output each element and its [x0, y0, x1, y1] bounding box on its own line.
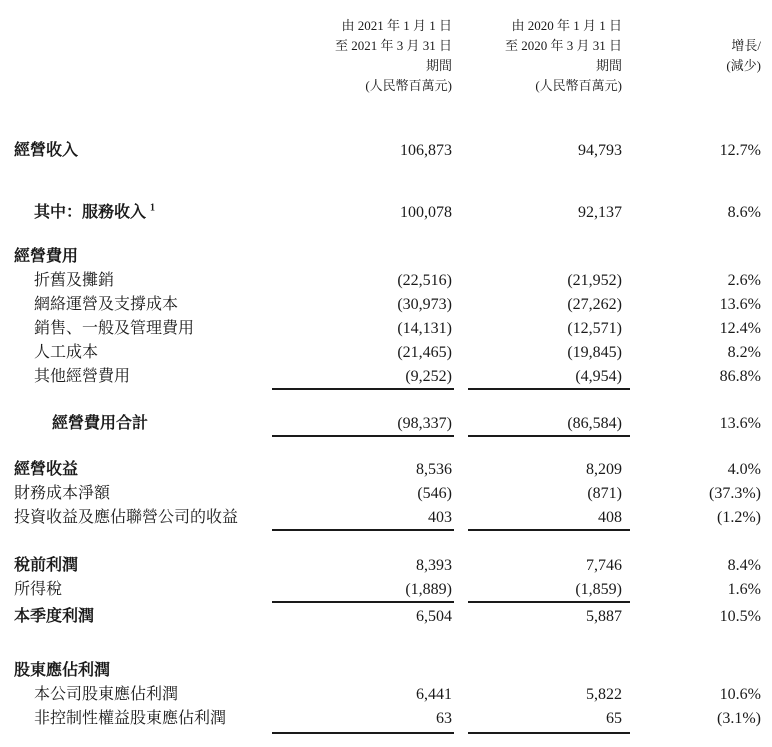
value-2021: (546) — [417, 485, 452, 502]
row-label: 銷售、一般及管理費用 — [34, 320, 195, 337]
table-row-other-expenses — [0, 365, 772, 389]
value-2020: 94,793 — [578, 142, 622, 159]
divider — [468, 388, 630, 390]
row-label: 本季度利潤 — [14, 608, 95, 625]
value-2020: (19,845) — [567, 344, 622, 361]
value-2021: (21,465) — [397, 344, 452, 361]
table-row-equity-holders — [0, 683, 772, 707]
table-row-depreciation — [0, 269, 772, 293]
table-row-investment-income — [0, 506, 772, 530]
row-label: 稅前利潤 — [14, 557, 79, 574]
value-change: (1.2%) — [717, 509, 761, 526]
row-label: 非控制性權益股東應佔利潤 — [34, 710, 227, 727]
table-row-profit-for-quarter — [0, 605, 772, 629]
header-line: 至 2021 年 3 月 31 日 — [334, 38, 452, 53]
value-2021: (30,973) — [397, 296, 452, 313]
value-2021: (14,131) — [397, 320, 452, 337]
row-label: 經營費用 — [14, 248, 79, 265]
table-row-profit-before-tax — [0, 554, 772, 578]
divider — [468, 529, 630, 531]
table-row-profit-attributable-heading — [0, 659, 772, 683]
divider — [272, 601, 454, 603]
value-2020: (21,952) — [567, 272, 622, 289]
table-row-operating-expenses-heading — [0, 245, 772, 269]
value-change: 13.6% — [719, 296, 761, 313]
row-label: 其他經營費用 — [34, 368, 131, 385]
value-change: 10.6% — [719, 686, 761, 703]
table-row-network-costs — [0, 293, 772, 317]
value-change: 12.7% — [719, 142, 761, 159]
divider — [272, 388, 454, 390]
header-line: 期間 — [595, 58, 622, 73]
header-col-change — [726, 36, 761, 76]
value-2020: 408 — [598, 509, 622, 526]
header-col-2021 — [335, 16, 452, 96]
value-2020: (27,262) — [567, 296, 622, 313]
table-row-income-tax — [0, 578, 772, 602]
divider — [468, 601, 630, 603]
divider — [272, 529, 454, 531]
row-label — [34, 201, 155, 225]
row-label: 經營收益 — [14, 461, 79, 478]
header-col-2020 — [505, 16, 622, 96]
row-label-text: 其中：服務收入 — [34, 204, 147, 221]
header-line: (人民幣百萬元) — [365, 78, 452, 93]
value-2021: 6,504 — [416, 608, 452, 625]
header-line: 期間 — [425, 58, 452, 73]
value-2021: 106,873 — [400, 142, 452, 159]
divider — [272, 435, 454, 437]
table-row-operating-profit — [0, 458, 772, 482]
row-label: 網絡運營及支撐成本 — [34, 296, 179, 313]
value-2021: (98,337) — [397, 415, 452, 432]
value-2020: (4,954) — [575, 368, 622, 385]
value-change: (3.1%) — [717, 710, 761, 727]
divider — [468, 732, 630, 734]
row-label: 經營收入 — [14, 142, 79, 159]
value-change: 1.6% — [727, 581, 761, 598]
header-line: (減少) — [726, 58, 761, 73]
value-change: 4.0% — [727, 461, 761, 478]
value-2020: (86,584) — [567, 415, 622, 432]
value-change: 86.8% — [719, 368, 761, 385]
value-2020: 92,137 — [578, 204, 622, 221]
value-2021: 8,393 — [416, 557, 452, 574]
row-label: 經營費用合計 — [52, 415, 149, 432]
value-change: 13.6% — [719, 415, 761, 432]
divider — [272, 732, 454, 734]
table-row-personnel — [0, 341, 772, 365]
value-2020: 7,746 — [586, 557, 622, 574]
table-row-service-revenue — [0, 201, 772, 225]
table-row-sga — [0, 317, 772, 341]
value-2021: 403 — [428, 509, 452, 526]
value-2020: 5,822 — [586, 686, 622, 703]
value-2021: (9,252) — [405, 368, 452, 385]
value-change: (37.3%) — [709, 485, 761, 502]
value-change: 8.2% — [727, 344, 761, 361]
header-line: 由 2020 年 1 月 1 日 — [511, 18, 622, 33]
table-row-total-operating-expenses — [0, 412, 772, 436]
value-2020: (871) — [587, 485, 622, 502]
value-2021: 8,536 — [416, 461, 452, 478]
header-line: 增長/ — [731, 38, 761, 53]
row-label: 人工成本 — [34, 344, 99, 361]
value-2021: 63 — [436, 710, 452, 727]
row-label: 投資收益及應佔聯營公司的收益 — [14, 509, 239, 526]
header-line: 至 2020 年 3 月 31 日 — [504, 38, 622, 53]
value-2021: (22,516) — [397, 272, 452, 289]
value-2021: 100,078 — [400, 204, 452, 221]
table-row-net-finance-costs — [0, 482, 772, 506]
row-label: 股東應佔利潤 — [14, 662, 111, 679]
header-line: 由 2021 年 1 月 1 日 — [341, 18, 452, 33]
value-2021: (1,889) — [405, 581, 452, 598]
value-2020: 65 — [606, 710, 622, 727]
value-2020: 5,887 — [586, 608, 622, 625]
value-change: 10.5% — [719, 608, 761, 625]
row-label: 本公司股東應佔利潤 — [34, 686, 179, 703]
divider — [468, 435, 630, 437]
value-2020: (1,859) — [575, 581, 622, 598]
value-2021: 6,441 — [416, 686, 452, 703]
value-2020: 8,209 — [586, 461, 622, 478]
table-row-operating-revenue — [0, 139, 772, 163]
value-change: 8.6% — [727, 204, 761, 221]
value-change: 2.6% — [727, 272, 761, 289]
table-row-non-controlling — [0, 707, 772, 731]
footnote-marker: 1 — [150, 202, 156, 214]
row-label: 折舊及攤銷 — [34, 272, 115, 289]
header-line: (人民幣百萬元) — [535, 78, 622, 93]
value-change: 8.4% — [727, 557, 761, 574]
row-label: 財務成本淨額 — [14, 485, 111, 502]
value-change: 12.4% — [719, 320, 761, 337]
row-label: 所得稅 — [14, 581, 63, 598]
value-2020: (12,571) — [567, 320, 622, 337]
